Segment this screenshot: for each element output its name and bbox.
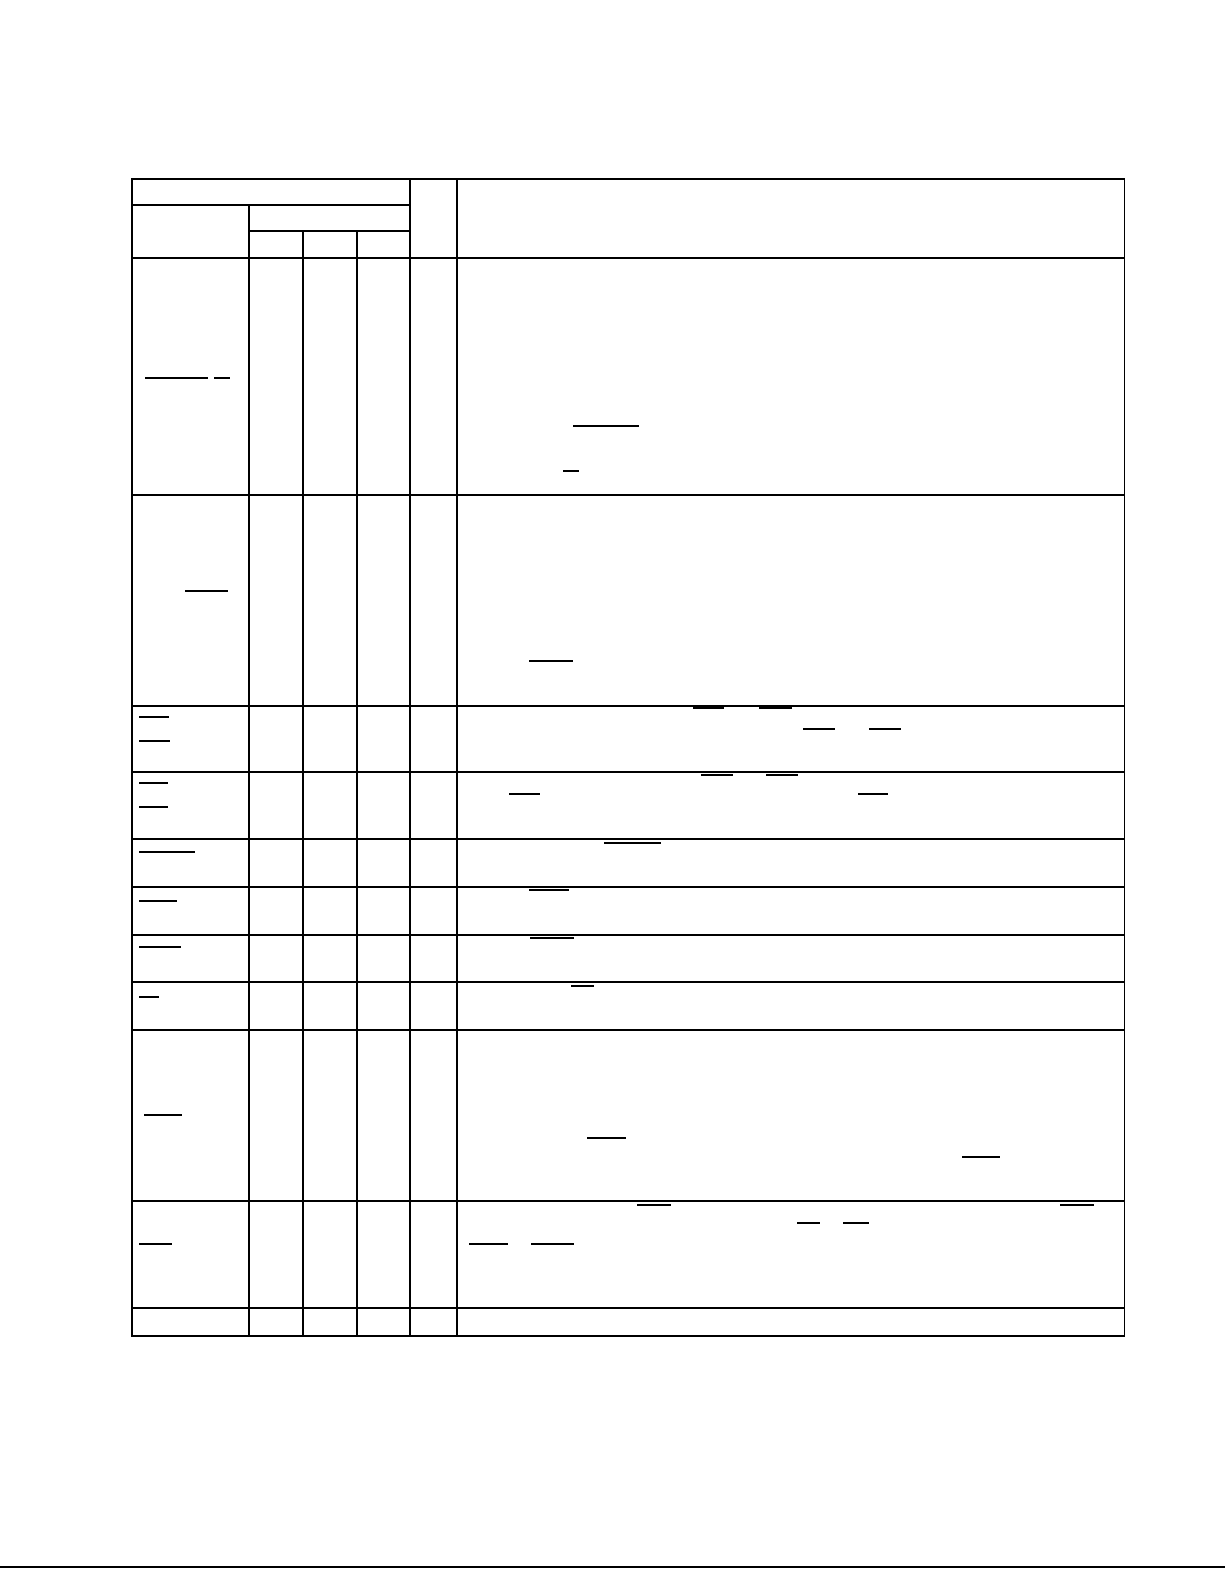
signal-overline (858, 793, 888, 795)
signal-overline (509, 793, 540, 795)
row-divider (131, 494, 1124, 496)
signal-overline (637, 1204, 671, 1206)
row-divider (131, 1200, 1124, 1202)
row-divider (131, 771, 1124, 773)
row-divider (131, 1029, 1124, 1031)
signal-overline (962, 1156, 1000, 1158)
signal-overline (573, 425, 639, 427)
signal-overline (759, 707, 792, 709)
signal-overline (214, 377, 230, 379)
header-rule-2 (248, 230, 409, 232)
signal-overline (587, 1137, 626, 1139)
signal-overline (843, 1222, 869, 1224)
signal-overline (1060, 1204, 1094, 1206)
signal-overline (185, 590, 228, 592)
row-divider (131, 934, 1124, 936)
signal-overline (469, 1243, 508, 1245)
signal-overline (139, 1243, 172, 1245)
row-divider (131, 981, 1124, 983)
signal-overline (563, 470, 579, 472)
signal-overline (139, 851, 195, 853)
signal-overline (531, 1243, 574, 1245)
col-divider (356, 230, 358, 1337)
signal-overline (530, 937, 574, 939)
table-border-bottom (131, 1335, 1125, 1337)
row-divider (131, 886, 1124, 888)
row-divider (131, 705, 1124, 707)
signal-overline (766, 774, 798, 776)
signal-overline (604, 842, 661, 844)
signal-overline (145, 377, 208, 379)
col-divider (409, 178, 411, 1337)
signal-overline (144, 1114, 182, 1116)
signal-overline (803, 728, 835, 730)
signal-overline (139, 996, 159, 998)
row-divider (131, 1307, 1124, 1309)
table-border-left (131, 178, 133, 1337)
signal-overline (139, 900, 177, 902)
signal-overline (529, 889, 569, 891)
signal-overline (139, 782, 168, 784)
header-rule-1 (131, 204, 409, 206)
signal-overline (701, 774, 733, 776)
col-divider (302, 230, 304, 1337)
signal-overline (797, 1222, 820, 1224)
signal-overline (139, 740, 170, 742)
signal-overline (139, 946, 181, 948)
signal-overline (571, 985, 594, 987)
table-border-top (131, 178, 1125, 180)
signal-overline (139, 806, 168, 808)
signal-overline (693, 707, 724, 709)
signal-overline (869, 728, 901, 730)
signal-overline (139, 716, 169, 718)
table-border-right (1124, 178, 1125, 1337)
page-footer-rule (0, 1566, 1225, 1568)
col-divider (456, 178, 458, 1337)
header-rule-3 (131, 257, 1124, 259)
signal-overline (529, 660, 573, 662)
row-divider (131, 838, 1124, 840)
